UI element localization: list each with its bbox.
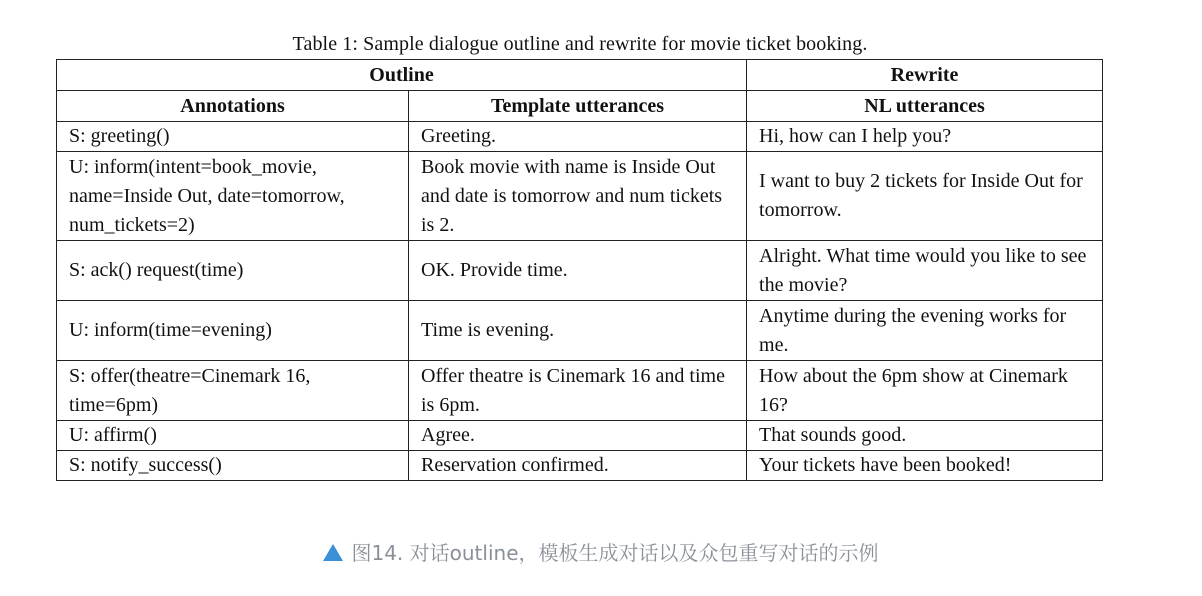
figure-caption bbox=[0, 537, 1202, 566]
annotation-cell: S: ack() request(time) bbox=[57, 241, 409, 301]
nl-cell: Alright. What time would you like to see the movie? bbox=[747, 241, 1103, 301]
template-cell: Agree. bbox=[409, 421, 747, 451]
header-outline: Outline bbox=[57, 60, 747, 91]
header-rewrite: Rewrite bbox=[747, 60, 1103, 91]
table-row bbox=[57, 451, 1103, 481]
template-cell: Reservation confirmed. bbox=[409, 451, 747, 481]
table-row bbox=[57, 421, 1103, 451]
column-header-template: Template utterances bbox=[409, 91, 747, 122]
annotation-cell: U: affirm() bbox=[57, 421, 409, 451]
annotation-cell: S: greeting() bbox=[57, 122, 409, 152]
nl-cell: That sounds good. bbox=[747, 421, 1103, 451]
header-group-row bbox=[57, 60, 1103, 91]
nl-cell: Anytime during the evening works for me. bbox=[747, 301, 1103, 361]
template-cell: Book movie with name is Inside Out and date is tomorrow and num tickets is 2. bbox=[409, 152, 747, 241]
nl-cell: I want to buy 2 tickets for Inside Out for tomorrow. bbox=[747, 152, 1103, 241]
table-row bbox=[57, 301, 1103, 361]
column-header-nl: NL utterances bbox=[747, 91, 1103, 122]
template-cell: Greeting. bbox=[409, 122, 747, 152]
template-cell: Time is evening. bbox=[409, 301, 747, 361]
annotation-cell: S: offer(theatre=Cinemark 16, time=6pm) bbox=[57, 361, 409, 421]
triangle-up-icon bbox=[323, 544, 343, 561]
nl-cell: How about the 6pm show at Cinemark 16? bbox=[747, 361, 1103, 421]
table-caption: Table 1: Sample dialogue outline and rewrite for movie ticket booking. bbox=[292, 33, 868, 55]
nl-cell: Hi, how can I help you? bbox=[747, 122, 1103, 152]
table-row bbox=[57, 122, 1103, 152]
figure-caption-text: 图14. 对话outline，模板生成对话以及众包重写对话的示例 bbox=[351, 541, 879, 565]
dialogue-table bbox=[56, 59, 1103, 481]
table-row bbox=[57, 152, 1103, 241]
nl-cell: Your tickets have been booked! bbox=[747, 451, 1103, 481]
template-cell: Offer theatre is Cinemark 16 and time is 6pm. bbox=[409, 361, 747, 421]
column-header-row bbox=[57, 91, 1103, 122]
annotation-cell: S: notify_success() bbox=[57, 451, 409, 481]
annotation-cell: U: inform(time=evening) bbox=[57, 301, 409, 361]
table-row bbox=[57, 361, 1103, 421]
annotation-cell: U: inform(intent=book_movie, name=Inside Out, date=tomorrow, num_tickets=2) bbox=[57, 152, 409, 241]
template-cell: OK. Provide time. bbox=[409, 241, 747, 301]
table-row bbox=[57, 241, 1103, 301]
column-header-annotations: Annotations bbox=[57, 91, 409, 122]
